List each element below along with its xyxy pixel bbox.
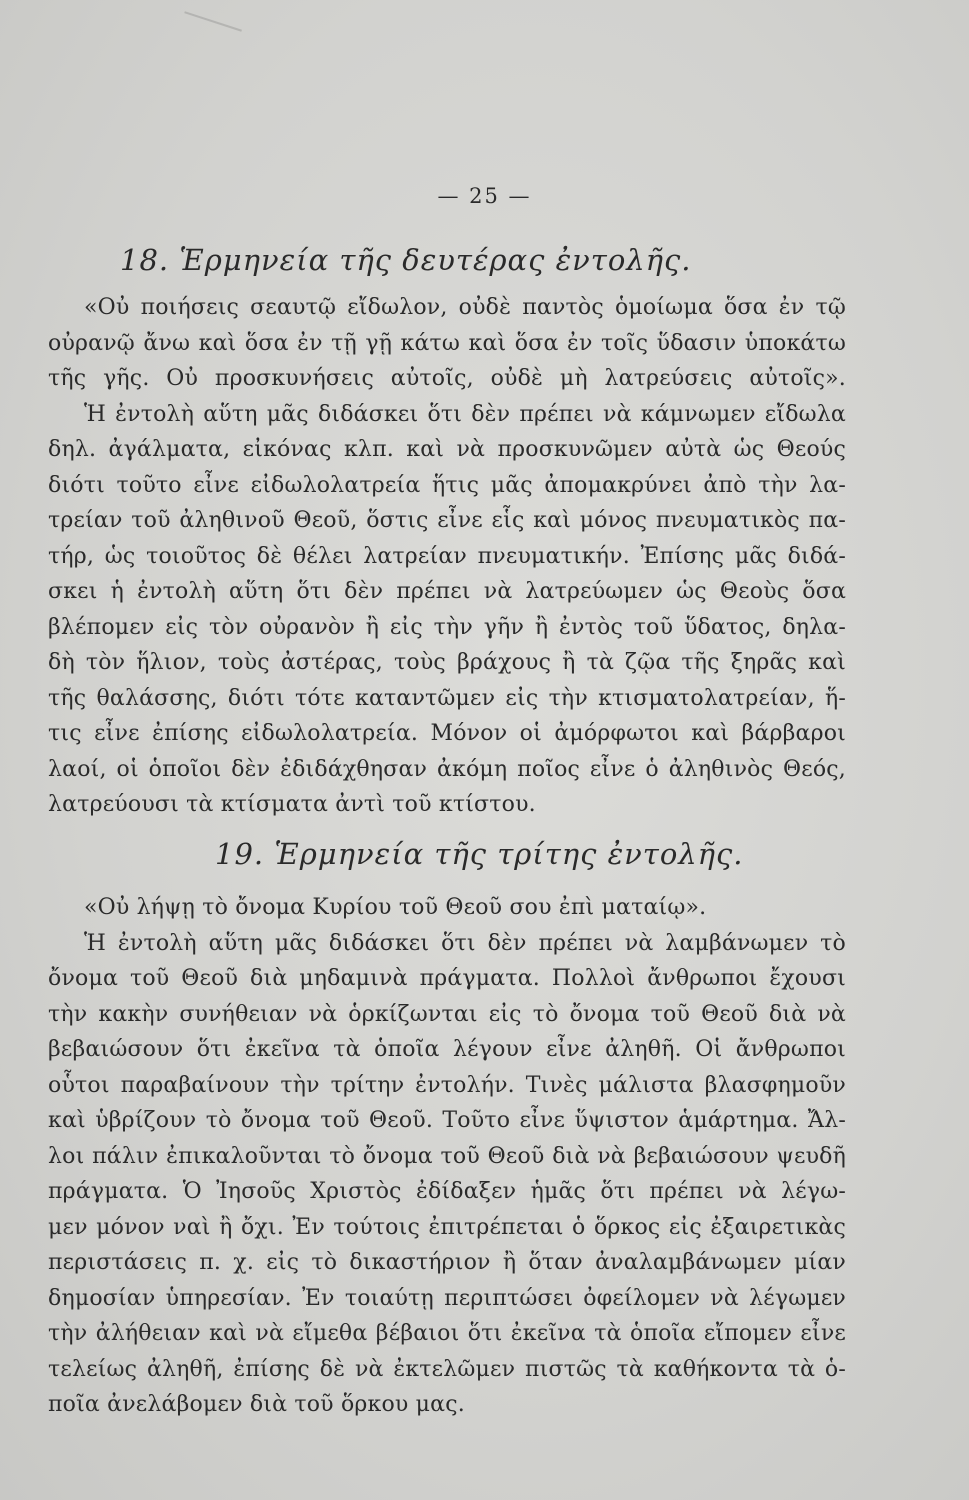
- section-heading-18: 18. Ἑρμηνεία τῆς δευτέρας ἐντολῆς.: [120, 243, 692, 277]
- text-line: Ἡ ἐντολὴ αὕτη μᾶς διδάσκει ὅτι δὲν πρέπει νὰ κάμνωμεν εἴδωλα: [84, 401, 846, 427]
- text-line: λατρεύουσι τὰ κτίσματα ἀντὶ τοῦ κτίστου.: [48, 792, 536, 817]
- text-line: βεβαιώσουν ὅτι ἐκεῖνα τὰ ὁποῖα λέγουν εἶνε ἀληθῆ. Οἱ ἄνθρωποι: [48, 1037, 846, 1062]
- text-line: τρείαν τοῦ ἀληθινοῦ Θεοῦ, ὅστις εἶνε εἷς καὶ μόνος πνευματικὸς πα-: [48, 508, 846, 533]
- text-line: οὗτοι παραβαίνουν τὴν τρίτην ἐντολήν. Τινὲς μάλιστα βλασφημοῦν: [48, 1072, 846, 1098]
- text-line: διότι τοῦτο εἶνε εἰδωλολατρεία ἥτις μᾶς ἀπομακρύνει ἀπὸ τὴν λα-: [48, 472, 846, 498]
- text-line: τὴν ἀλήθειαν καὶ νὰ εἴμεθα βέβαιοι ὅτι ἐκεῖνα τὰ ὁποῖα εἴπομεν εἶνε: [48, 1321, 846, 1346]
- text-line: δὴ τὸν ἥλιον, τοὺς ἀστέρας, τοὺς βράχους ἢ τὰ ζῷα τῆς ξηρᾶς καὶ: [48, 650, 846, 675]
- text-line: ὄνομα τοῦ Θεοῦ διὰ μηδαμινὰ πράγματα. Πολλοὶ ἄνθρωποι ἔχουσι: [48, 966, 846, 991]
- text-line: οὐρανῷ ἄνω καὶ ὅσα ἐν τῇ γῇ κάτω καὶ ὅσα ἐν τοῖς ὕδασιν ὑποκάτω: [48, 330, 846, 356]
- text-line: λοι πάλιν ἐπικαλοῦνται τὸ ὄνομα τοῦ Θεοῦ διὰ νὰ βεβαιώσουν ψευδῆ: [48, 1143, 846, 1169]
- section-heading-19: 19. Ἑρμηνεία τῆς τρίτης ἐντολῆς.: [215, 837, 744, 871]
- text-line: δηλ. ἀγάλματα, εἰκόνας κλπ. καὶ νὰ προσκυνῶμεν αὐτὰ ὡς Θεούς: [48, 437, 846, 462]
- text-line: τις εἶνε ἐπίσης εἰδωλολατρεία. Μόνον οἱ ἀμόρφωτοι καὶ βάρβαροι: [48, 721, 846, 746]
- text-line: τὴν κακὴν συνήθειαν νὰ ὁρκίζωνται εἰς τὸ ὄνομα τοῦ Θεοῦ διὰ νὰ: [48, 1001, 846, 1027]
- text-line: ποῖα ἀνελάβομεν διὰ τοῦ ὅρκου μας.: [48, 1392, 465, 1417]
- text-line: καὶ ὑβρίζουν τὸ ὄνομα τοῦ Θεοῦ. Τοῦτο εἶνε ὕψιστον ἁμάρτημα. Ἄλ-: [48, 1108, 846, 1133]
- text-line: πράγματα. Ὁ Ἰησοῦς Χριστὸς ἐδίδαξεν ἡμᾶς ὅτι πρέπει νὰ λέγω-: [48, 1179, 846, 1204]
- section-18-text: [48, 290, 846, 823]
- text-line: Ἡ ἐντολὴ αὕτη μᾶς διδάσκει ὅτι δὲν πρέπει νὰ λαμβάνωμεν τὸ: [84, 930, 846, 956]
- text-line: σκει ἡ ἐντολὴ αὕτη ὅτι δὲν πρέπει νὰ λατρεύωμεν ὡς Θεοὺς ὅσα: [48, 579, 846, 604]
- text-line: «Οὐ ποιήσεις σεαυτῷ εἴδωλον, οὐδὲ παντὸς ὁμοίωμα ὅσα ἐν τῷ: [84, 295, 846, 320]
- text-line: μεν μόνον ναὶ ἢ ὄχι. Ἐν τούτοις ἐπιτρέπεται ὁ ὅρκος εἰς ἐξαιρετικὰς: [48, 1214, 846, 1240]
- text-line: τῆς θαλάσσης, διότι τότε καταντῶμεν εἰς τὴν κτισματολατρείαν, ἥ-: [48, 685, 846, 711]
- page-number: — 25 —: [437, 184, 532, 208]
- text-line: τήρ, ὡς τοιοῦτος δὲ θέλει λατρείαν πνευματικήν. Ἐπίσης μᾶς διδά-: [48, 543, 846, 569]
- text-line: τῆς γῆς. Οὐ προσκυνήσεις αὐτοῖς, οὐδὲ μὴ λατρεύσεις αὐτοῖς».: [48, 366, 846, 391]
- text-line: τελείως ἀληθῆ, ἐπίσης δὲ νὰ ἐκτελῶμεν πιστῶς τὰ καθήκοντα τὰ ὁ-: [48, 1356, 846, 1382]
- section-19-text: [48, 890, 846, 1423]
- page-mark: [178, 11, 242, 50]
- text-line: λαοί, οἱ ὁποῖοι δὲν ἐδιδάχθησαν ἀκόμη ποῖος εἶνε ὁ ἀληθινὸς Θεός,: [48, 756, 846, 782]
- text-line: δημοσίαν ὑπηρεσίαν. Ἐν τοιαύτῃ περιπτώσει ὀφείλομεν νὰ λέγωμεν: [48, 1285, 846, 1311]
- text-line: βλέπομεν εἰς τὸν οὐρανὸν ἢ εἰς τὴν γῆν ἢ ἐντὸς τοῦ ὕδατος, δηλα-: [48, 614, 846, 640]
- text-line: περιστάσεις π. χ. εἰς τὸ δικαστήριον ἢ ὅταν ἀναλαμβάνωμεν μίαν: [48, 1250, 846, 1275]
- text-line: «Οὐ λήψῃ τὸ ὄνομα Κυρίου τοῦ Θεοῦ σου ἐπὶ ματαίῳ».: [84, 895, 707, 920]
